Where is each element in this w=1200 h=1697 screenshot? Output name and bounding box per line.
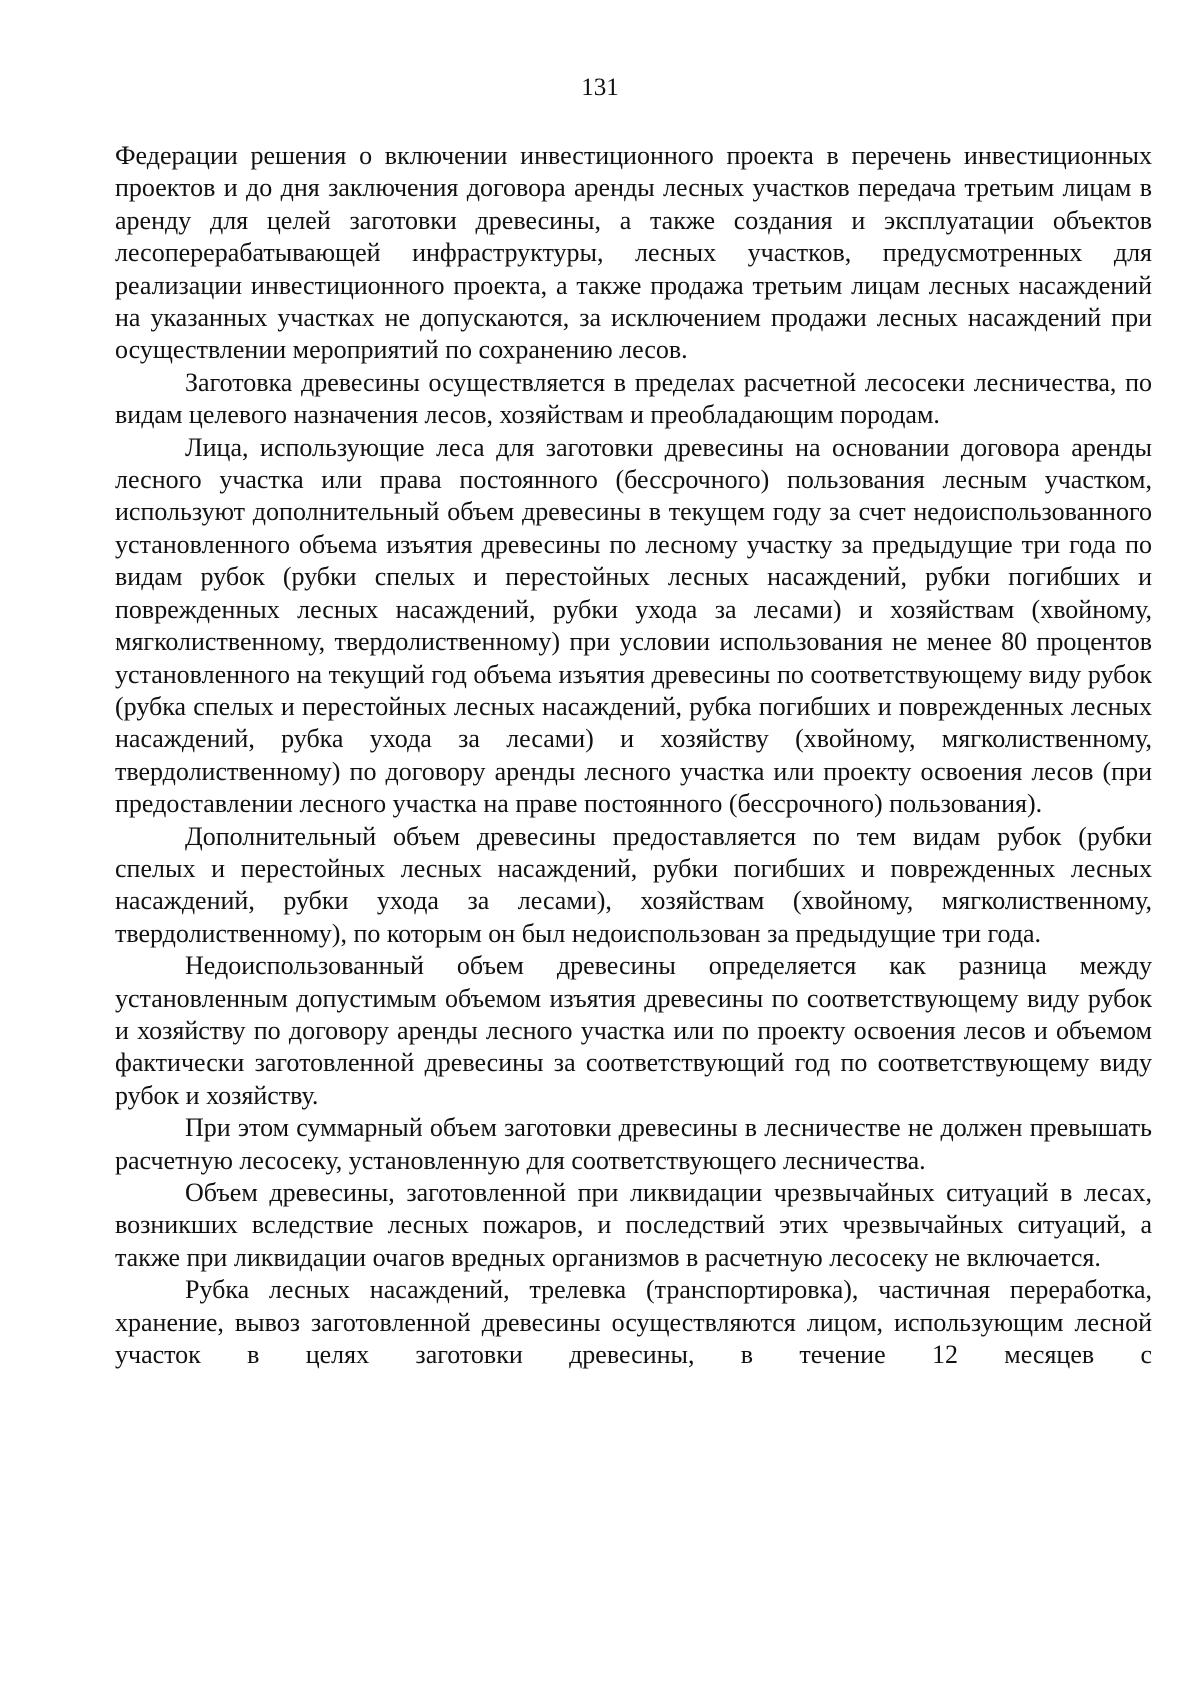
paragraph-2: Заготовка древесины осуществляется в пределах расчетной лесосеки лесничества, по видам целевого назначения лесов, хозяйствам и преобладающим породам. — [115, 367, 1152, 430]
paragraph-8: Рубка лесных насаждений, трелевка (транспортировка), частичная переработка, хранение, вывоз заготовленной древесины осуществляются лицом, использующим лесной участок в целях заготовки древесины, в течение 12 месяцев с — [115, 1275, 1152, 1370]
paragraph-6: При этом суммарный объем заготовки древесины в лесничестве не должен превышать расчетную лесосеку, установленную для соответствующего лесничества. — [115, 1113, 1152, 1175]
paragraph-7: Объем древесины, заготовленной при ликвидации чрезвычайных ситуаций в лесах, возникших вследствие лесных пожаров, и последствий этих чрезвычайных ситуаций, а также при ликвидации очагов вредных организмов в расчетную лесосеку не включается. — [115, 1178, 1152, 1272]
paragraph-5: Недоиспользованный объем древесины определяется как разница между установленным допустимым объемом изъятия древесины по соответствующему виду рубок и хозяйству по договору аренды лесного участка или по проекту освоения лесов и объемом фактически заготовленной древесины за соответствующий год по соответствующему виду рубок и хозяйству. — [115, 951, 1152, 1110]
paragraph-3: Лица, использующие леса для заготовки древесины на основании договора аренды лесного участка или права постоянного (бессрочного) пользования лесным участком, используют дополнительный объем древесины в текущем году за счет недоиспользованного установленного объема изъятия древесины по лесному участку за предыдущие три года по видам рубок (рубки спелых и перестойных лесных насаждений, рубки погибших и поврежденных лесных насаждений, рубки ухода за лесами) и хозяйствам (хвойному, мягколиственному, твердолиственному) при условии использования не менее 80 процентов установленного на текущий год объема изъятия древесины по соответствующему виду рубок (рубка спелых и перестойных лесных насаждений, рубка погибших и поврежденных лесных насаждений, рубка ухода за лесами) и хозяйству (хвойному, мягколиственному, твердолиственному) по договору аренды лесного участка или проекту освоения лесов (при предоставлении лесного участка на праве постоянного (бессрочного) пользования). — [115, 432, 1152, 819]
paragraph-1: Федерации решения о включении инвестиционного проекта в перечень инвестиционных проектов и до дня заключения договора аренды лесных участков передача третьим лицам в аренду для целей заготовки древесины, а также создания и эксплуатации объектов лесоперерабатывающей инфраструктуры, лесных участков, предусмотренных для реализации инвестиционного проекта, а также продажа третьим лицам лесных насаждений на указанных участках не допускаются, за исключением продажи лесных насаждений при осуществлении мероприятий по сохранению лесов. — [115, 141, 1152, 365]
page-number: 131 — [581, 74, 619, 101]
paragraph-4: Дополнительный объем древесины предоставляется по тем видам рубок (рубки спелых и перестойных лесных насаждений, рубки погибших и поврежденных лесных насаждений, рубки ухода за лесами), хозяйствам (хвойному, мягколиственному, твердолиственному), по которым он был недоиспользован за предыдущие три года. — [115, 821, 1152, 948]
document-body — [115, 140, 1152, 1371]
